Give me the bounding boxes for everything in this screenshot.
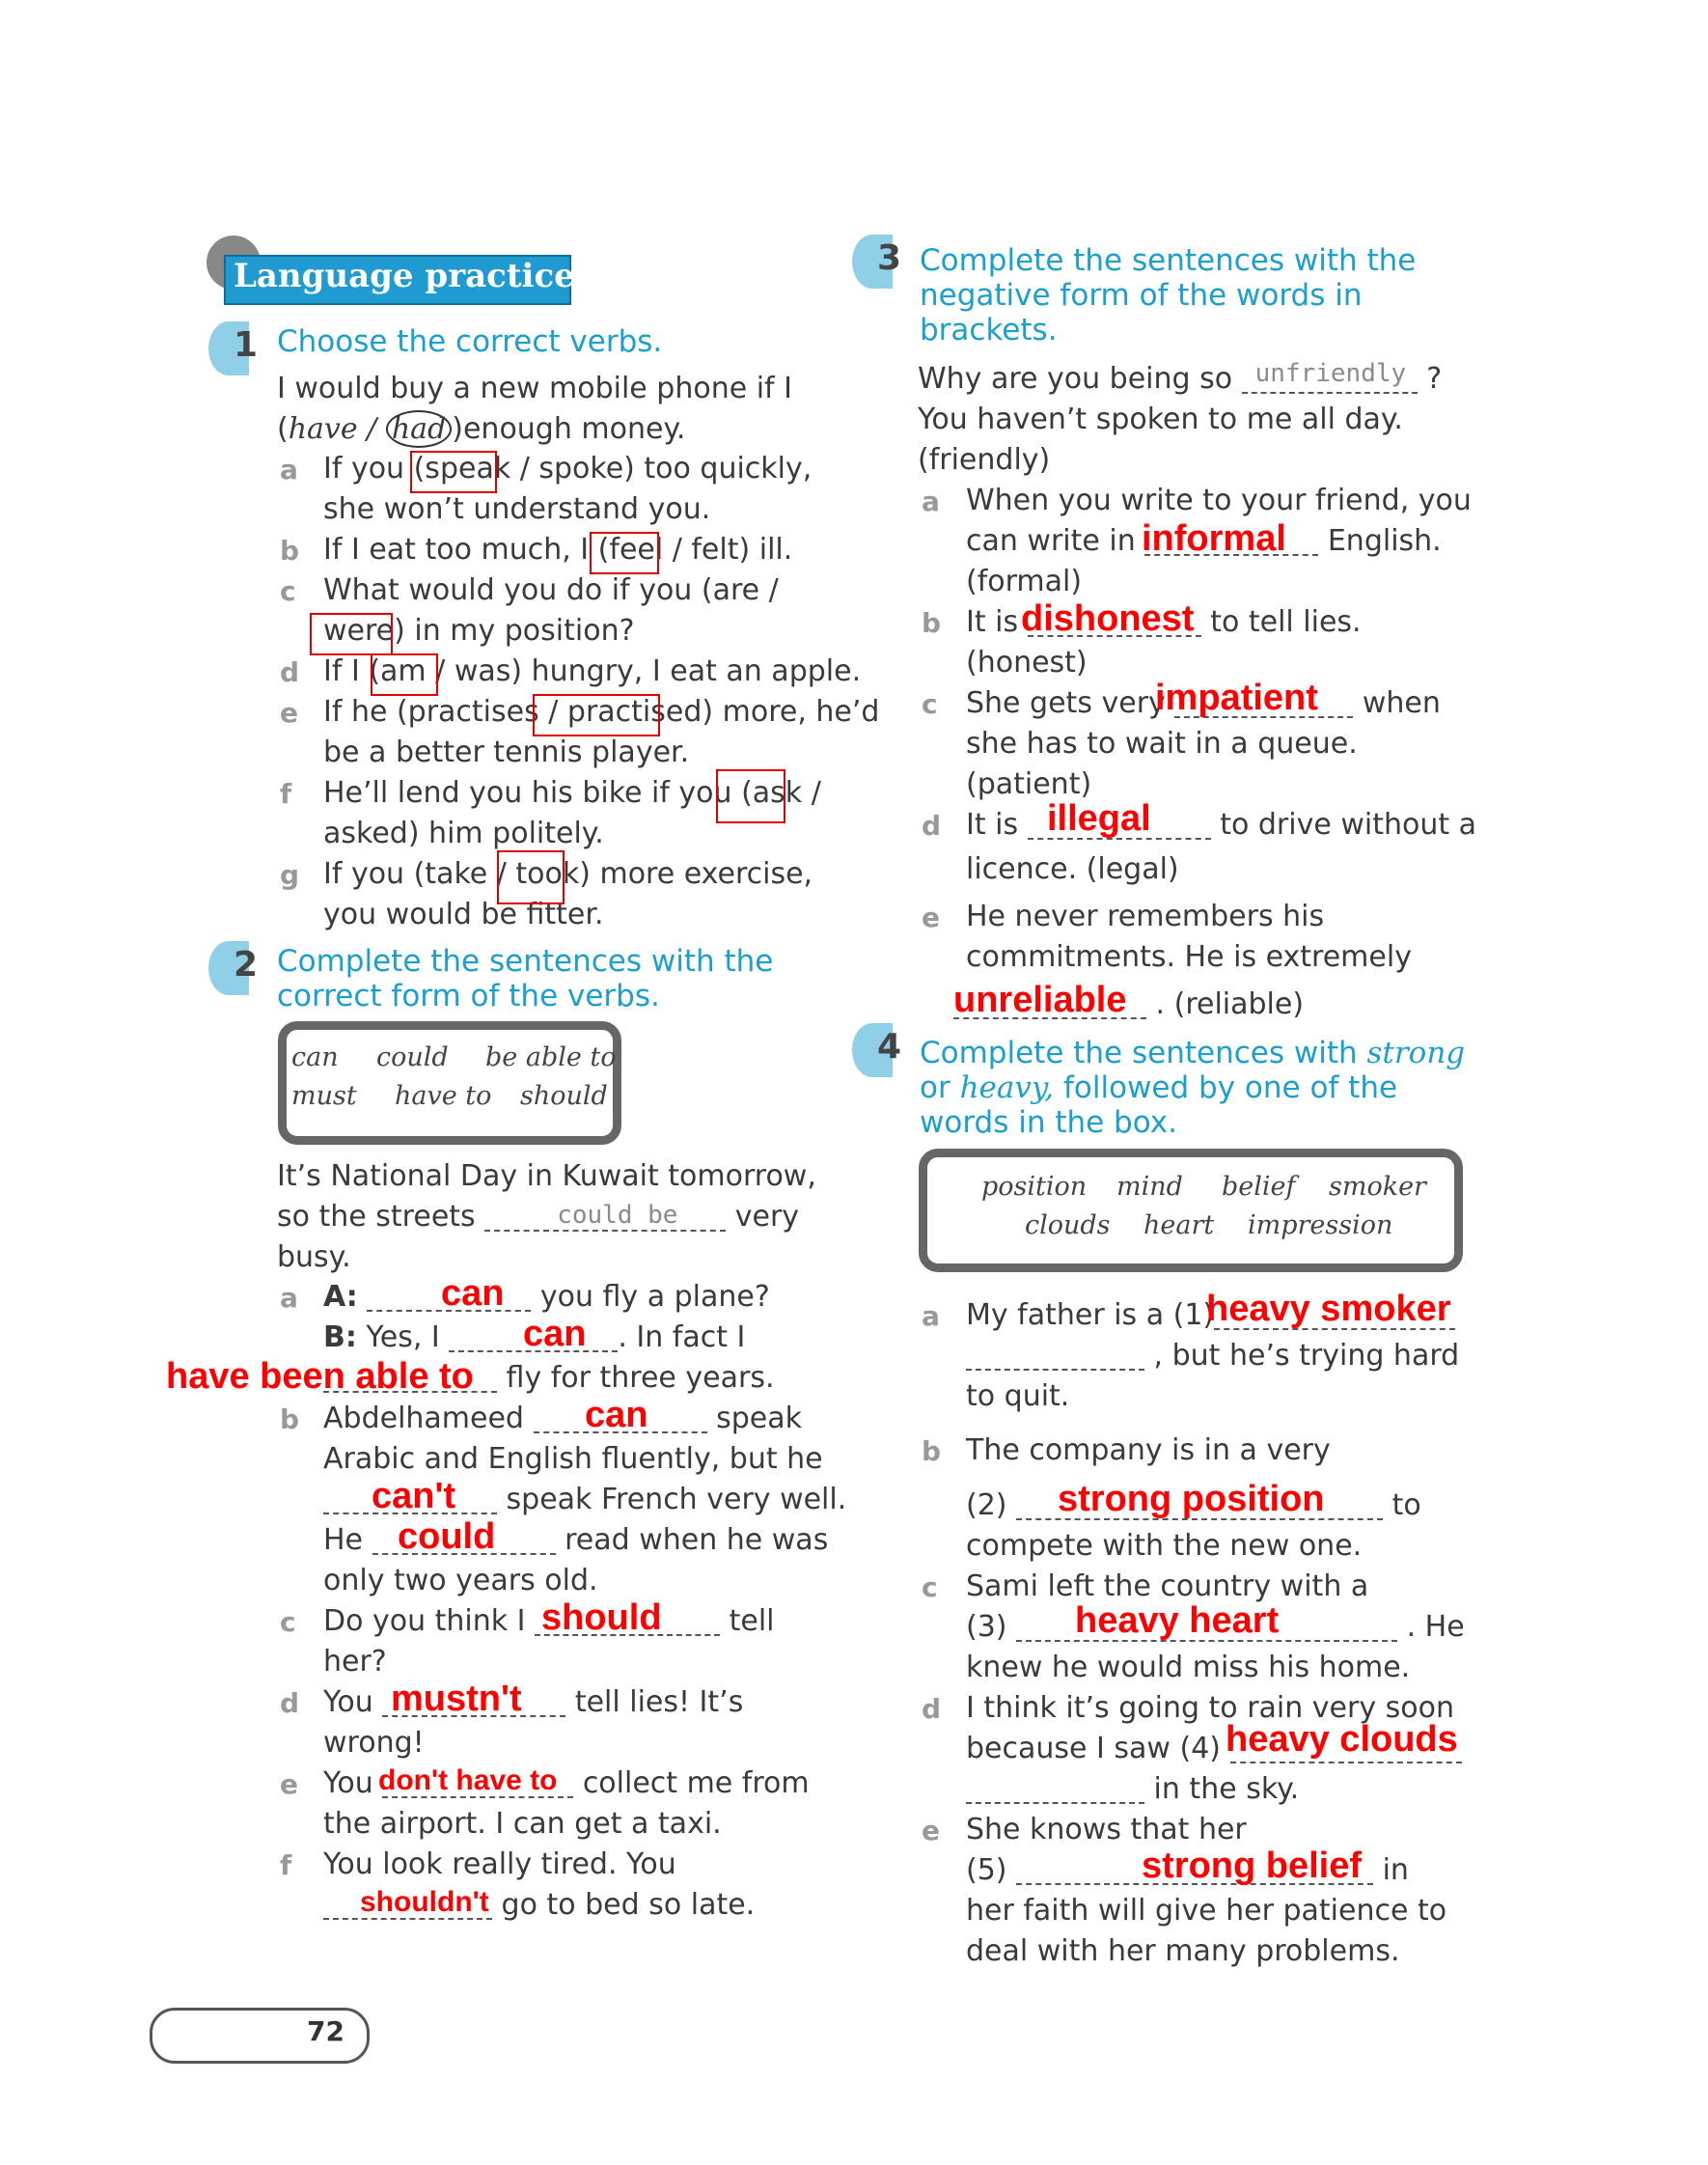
ex3-example-line2: You haven’t spoken to me all day. — [918, 402, 1403, 436]
ex4-item-b-letter: b — [922, 1435, 942, 1467]
exercise-4-number-badge: 4 — [852, 1023, 893, 1077]
ex4-c-line1: Sami left the country with a — [966, 1569, 1369, 1603]
ex3-c-line1: She gets very when — [966, 686, 1441, 720]
ex2-a-line3: fly for three years. — [323, 1358, 775, 1399]
ex2-e-line1: You collect me from — [323, 1766, 810, 1800]
ex3-e-line1: He never remembers his — [966, 900, 1325, 933]
ex4-box-word-impression: impression — [1248, 1210, 1393, 1240]
ex2-f-line2: go to bed so late. — [323, 1885, 755, 1926]
exercise-4-title-line1: Complete the sentences with strong — [920, 1036, 1466, 1070]
ex2-box-word-should: should — [520, 1081, 608, 1111]
ex2-item-b-letter: b — [280, 1403, 300, 1435]
ex4-b-answer: strong position — [1058, 1479, 1325, 1519]
ex2-e-answer: don't have to — [378, 1764, 558, 1796]
ex2-item-d-letter: d — [280, 1687, 300, 1719]
ex3-item-b-letter: b — [922, 607, 942, 639]
ex2-item-c-letter: c — [280, 1606, 296, 1638]
ex3-b-line2: (honest) — [966, 646, 1088, 680]
ex3-e-line3: . (reliable) — [953, 985, 1304, 1025]
ex2-box-word-could: could — [376, 1042, 449, 1072]
ex1-item-b-letter: b — [280, 535, 300, 567]
ex2-a-answer-3: have been able to — [166, 1356, 474, 1397]
ex4-box-word-smoker: smoker — [1329, 1172, 1426, 1202]
exercise-1-number-badge: 1 — [208, 321, 249, 375]
exercise-3-title-line1: Complete the sentences with the — [920, 243, 1417, 278]
ex4-e-line4: deal with her many problems. — [966, 1934, 1400, 1968]
ex1-item-c-line2: were) in my position? — [323, 614, 635, 648]
ex2-box-word-must: must — [291, 1081, 357, 1111]
ex1-item-a-line2: she won’t understand you. — [323, 492, 711, 526]
ex4-a-line3: to quit. — [966, 1379, 1070, 1413]
ex2-b-line2: Arabic and English fluently, but he — [323, 1442, 823, 1476]
ex3-item-e-letter: e — [922, 902, 940, 933]
ex1-g-answer-box — [497, 850, 565, 904]
ex2-example-line1: It’s National Day in Kuwait tomorrow, — [277, 1159, 816, 1193]
ex2-b-answer-1: can — [585, 1395, 648, 1435]
exercise-1-title: Choose the correct verbs. — [277, 324, 663, 359]
ex2-f-answer: shouldn't — [360, 1886, 489, 1918]
ex1-item-e-letter: e — [280, 697, 298, 729]
ex2-a-answer-1: can — [441, 1273, 505, 1314]
ex4-c-line2: (3) . He — [966, 1610, 1465, 1644]
ex2-a-line2: B: Yes, I . In fact I — [323, 1320, 746, 1354]
ex1-item-a-letter: a — [280, 454, 298, 486]
ex2-d-line1: You tell lies! It’s — [323, 1685, 744, 1719]
ex2-box-word-have-to: have to — [395, 1081, 492, 1111]
ex1-item-g-line1: If you (take / took) more exercise, — [323, 857, 813, 891]
ex2-d-answer: mustn't — [391, 1679, 522, 1719]
ex4-a-line1: My father is a (1) — [966, 1295, 1455, 1336]
ex3-d-line1: It is to drive without a — [966, 808, 1477, 842]
ex2-example-answer: could be — [557, 1200, 678, 1230]
ex3-a-answer: informal — [1142, 518, 1286, 559]
ex1-f-answer-box — [716, 769, 785, 823]
ex2-item-e-letter: e — [280, 1768, 298, 1800]
ex4-e-line3: her faith will give her patience to — [966, 1894, 1447, 1928]
exercise-3-title-line3: brackets. — [920, 313, 1058, 347]
ex3-c-line3: (patient) — [966, 767, 1092, 801]
ex1-a-answer-box — [410, 451, 497, 493]
ex2-b-line4: He read when he was — [323, 1523, 829, 1557]
ex4-d-line3: in the sky. — [966, 1769, 1299, 1810]
ex4-e-line1: She knows that her — [966, 1813, 1247, 1846]
ex3-example-line1: Why are you being so unfriendly ? — [918, 359, 1442, 400]
ex3-e-answer: unreliable — [953, 980, 1127, 1020]
ex2-c-line1: Do you think I tell — [323, 1604, 775, 1638]
ex1-d-answer-box — [371, 653, 438, 696]
ex2-c-answer: should — [541, 1597, 662, 1638]
exercise-4-title-line3: words in the box. — [920, 1105, 1177, 1140]
ex3-a-line3: (formal) — [966, 565, 1083, 598]
ex1-item-f-letter: f — [280, 778, 292, 810]
ex3-d-line2: licence. (legal) — [966, 852, 1179, 886]
exercise-2-title-line2: correct form of the verbs. — [277, 979, 660, 1013]
ex1-b-answer-box — [590, 532, 659, 574]
ex4-d-line1: I think it’s going to rain very soon — [966, 1691, 1454, 1725]
ex3-example-line3: (friendly) — [918, 443, 1051, 477]
ex2-c-line2: her? — [323, 1645, 387, 1679]
ex2-b-line3: speak French very well. — [323, 1480, 846, 1520]
ex2-example-line3: busy. — [277, 1240, 351, 1274]
ex3-a-line1: When you write to your friend, you — [966, 484, 1472, 517]
ex2-e-line2: the airport. I can get a taxi. — [323, 1807, 722, 1841]
ex1-example-circled-answer: had — [386, 410, 452, 448]
ex1-item-f-line2: asked) him politely. — [323, 817, 604, 850]
ex2-item-f-letter: f — [280, 1849, 292, 1881]
ex4-box-word-position: position — [981, 1172, 1088, 1202]
ex4-e-answer: strong belief — [1142, 1846, 1363, 1886]
ex2-d-line2: wrong! — [323, 1726, 425, 1760]
page-number: 72 — [307, 2015, 344, 2047]
ex3-e-line2: commitments. He is extremely — [966, 940, 1412, 974]
ex4-b-line2: (2) to — [966, 1488, 1421, 1522]
ex4-box-word-mind: mind — [1116, 1172, 1183, 1202]
ex3-d-answer: illegal — [1047, 798, 1151, 839]
ex1-example-line1: I would buy a new mobile phone if I — [277, 372, 792, 405]
ex3-example-answer: unfriendly — [1254, 358, 1407, 388]
ex3-b-line1: It is to tell lies. — [966, 605, 1362, 639]
ex2-item-a-letter: a — [280, 1282, 298, 1314]
ex1-item-g-letter: g — [280, 859, 300, 891]
ex1-example-line2: (have / had )enough money. — [277, 412, 686, 446]
ex1-c-answer-box — [310, 613, 393, 655]
ex1-item-d-line1: If I (am / was) hungry, I eat an apple. — [323, 654, 862, 688]
ex4-c-line3: knew he would miss his home. — [966, 1651, 1411, 1684]
ex1-e-answer-box — [533, 694, 660, 736]
header-title: Language practice — [234, 257, 575, 295]
exercise-2-number-badge: 2 — [208, 941, 249, 995]
ex1-item-e-line1: If he (practises / practised) more, he’d — [323, 695, 880, 729]
ex2-a-line1: A: you fly a plane? — [323, 1280, 770, 1314]
ex3-a-line2: can write in English. — [966, 524, 1442, 558]
ex2-b-line5: only two years old. — [323, 1564, 598, 1597]
ex4-item-a-letter: a — [922, 1300, 940, 1332]
ex4-e-line2: (5) in — [966, 1853, 1409, 1887]
ex2-b-line1: Abdelhameed speak — [323, 1402, 802, 1435]
ex2-box-word-can: can — [291, 1042, 339, 1072]
ex1-item-a-line1: If you (speak / spoke) too quickly, — [323, 452, 813, 486]
ex4-a-answer: heavy smoker — [1206, 1289, 1451, 1329]
ex3-c-answer: impatient — [1155, 678, 1318, 718]
ex4-box-word-clouds: clouds — [1025, 1210, 1111, 1240]
ex2-b-answer-3: could — [398, 1516, 496, 1557]
ex2-box-word-be-able-to: be able to — [485, 1042, 617, 1072]
ex4-b-line3: compete with the new one. — [966, 1529, 1363, 1563]
ex1-item-c-line1: What would you do if you (are / — [323, 573, 779, 607]
ex4-item-c-letter: c — [922, 1571, 938, 1603]
ex4-item-e-letter: e — [922, 1815, 940, 1846]
ex1-item-d-letter: d — [280, 656, 300, 688]
ex1-item-e-line2: be a better tennis player. — [323, 736, 690, 769]
ex4-d-answer: heavy clouds — [1226, 1719, 1458, 1760]
ex3-item-d-letter: d — [922, 810, 942, 842]
ex3-b-answer: dishonest — [1021, 598, 1195, 639]
ex2-example-line2: so the streets could be very — [277, 1197, 799, 1237]
ex1-item-f-line1: He’ll lend you his bike if you (ask / — [323, 776, 821, 810]
ex2-a-answer-2: can — [523, 1314, 587, 1354]
ex1-item-b-line1: If I eat too much, I (feel / felt) ill. — [323, 533, 793, 567]
ex4-item-d-letter: d — [922, 1693, 942, 1725]
ex4-b-line1: The company is in a very — [966, 1433, 1331, 1467]
exercise-3-number-badge: 3 — [852, 235, 893, 289]
section-header — [207, 236, 573, 303]
ex3-item-c-letter: c — [922, 688, 938, 720]
ex4-box-word-heart: heart — [1143, 1210, 1215, 1240]
ex1-item-c-letter: c — [280, 575, 296, 607]
exercise-4-title-line2: or heavy, followed by one of the — [920, 1070, 1398, 1105]
exercise-3-title-line2: negative form of the words in — [920, 278, 1363, 313]
ex2-b-answer-2: can't — [372, 1476, 456, 1516]
ex3-item-a-letter: a — [922, 486, 940, 517]
ex2-f-line1: You look really tired. You — [323, 1847, 676, 1881]
ex4-c-answer: heavy heart — [1075, 1600, 1280, 1641]
ex1-item-g-line2: you would be fitter. — [323, 898, 604, 931]
exercise-2-title-line1: Complete the sentences with the — [277, 944, 774, 979]
ex3-c-line2: she has to wait in a queue. — [966, 727, 1358, 761]
ex4-d-line2: because I saw (4) — [966, 1729, 1462, 1769]
ex4-a-line2: , but he’s trying hard — [966, 1336, 1459, 1376]
ex4-box-word-belief: belief — [1222, 1172, 1296, 1202]
